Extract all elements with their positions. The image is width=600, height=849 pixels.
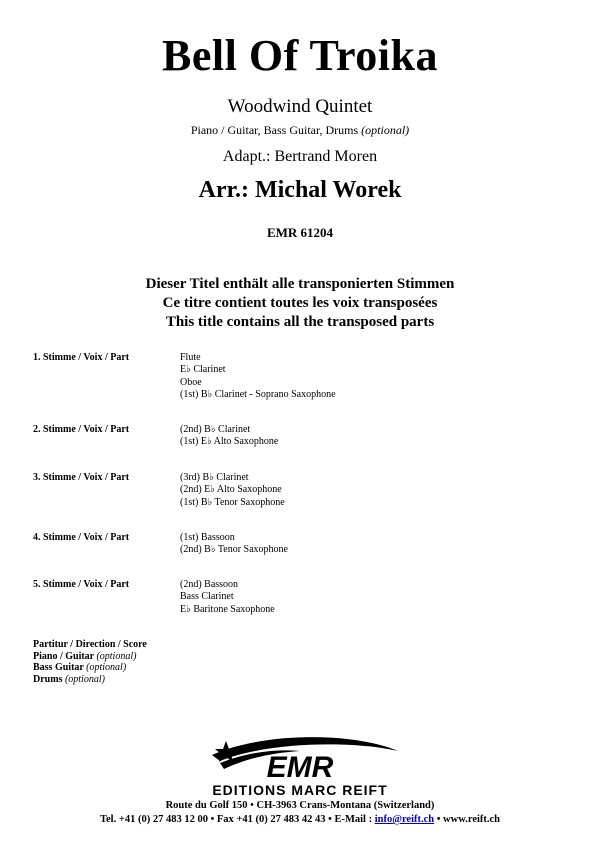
- instrument-item: Oboe: [180, 376, 202, 388]
- arranger-credit: Arr.: Michal Worek: [198, 177, 402, 203]
- logo-mark-text: EMR: [266, 751, 334, 784]
- note-english: This title contains all the transposed parts: [165, 314, 435, 330]
- publisher-contact: [0, 814, 600, 825]
- instrument-item: (1st) B♭ Tenor Saxophone: [180, 496, 285, 508]
- website-text: • www.reift.ch: [434, 814, 501, 825]
- note-german: Dieser Titel enthält alle transponierten Stimmen: [145, 276, 455, 292]
- contact-phone-fax: Tel. +41 (0) 27 483 12 00 • Fax +41 (0) 27 483 42 43 • E-Mail :: [99, 814, 375, 825]
- instrumentation-line: [0, 123, 600, 138]
- instrument-item: (2nd) E♭ Alto Saxophone: [180, 484, 282, 496]
- instrument-item: Flute: [180, 352, 201, 363]
- part-1-instruments: [180, 352, 336, 402]
- instrumentation-main: Piano / Guitar, Bass Guitar, Drums: [190, 123, 362, 137]
- extra-name: Drums: [33, 673, 65, 685]
- extra-item: [33, 651, 147, 663]
- instrument-item: E♭ Baritone Saxophone: [180, 603, 275, 615]
- instrument-item: (1st) E♭ Alto Saxophone: [180, 436, 279, 448]
- instrument-item: (1st) B♭ Clarinet - Soprano Saxophone: [180, 389, 336, 401]
- instrument-item: E♭ Clarinet: [180, 364, 226, 376]
- piece-title: Bell Of Troika: [162, 31, 438, 80]
- part-2-instruments: [180, 424, 278, 449]
- transposed-parts-note: [0, 275, 600, 332]
- instrument-item: Bass Clarinet: [180, 591, 234, 603]
- publisher-address: Route du Golf 150 • CH-3963 Crans-Montana (Switzerland): [165, 800, 435, 811]
- instrument-item: (2nd) Bassoon: [180, 579, 239, 590]
- part-4-instruments: [180, 532, 288, 557]
- score-and-optional-parts: [33, 639, 147, 685]
- extra-note: (optional): [64, 673, 105, 685]
- part-3-instruments: [180, 472, 285, 509]
- logo-publisher-name: EDITIONS MARC REIFT: [212, 782, 388, 798]
- extra-item: [33, 662, 147, 674]
- instrument-item: (2nd) B♭ Clarinet: [180, 424, 251, 435]
- extra-item: [33, 674, 147, 686]
- extra-name: Partitur / Direction / Score: [33, 639, 147, 650]
- instrument-item: (1st) Bassoon: [180, 532, 235, 543]
- instrumentation-optional: (optional): [361, 123, 410, 137]
- note-french: Ce titre contient toutes les voix transposées: [162, 295, 438, 311]
- part-2-label: 2. Stimme / Voix / Part: [33, 424, 130, 435]
- part-1-label: 1. Stimme / Voix / Part: [33, 352, 130, 363]
- publisher-logo: [190, 733, 410, 798]
- email-link[interactable]: info@reift.ch: [374, 814, 435, 825]
- part-5-label: 5. Stimme / Voix / Part: [33, 579, 130, 590]
- catalog-number: EMR 61204: [266, 225, 334, 240]
- part-3-label: 3. Stimme / Voix / Part: [33, 472, 130, 483]
- adapter-credit: Adapt.: Bertrand Moren: [222, 148, 378, 165]
- extra-name: Piano / Guitar: [33, 650, 97, 662]
- extra-note: (optional): [96, 650, 137, 662]
- instrument-item: (3rd) B♭ Clarinet: [180, 472, 249, 483]
- extra-item: [33, 639, 147, 651]
- part-4-label: 4. Stimme / Voix / Part: [33, 532, 130, 543]
- part-5-instruments: [180, 579, 275, 616]
- ensemble-subtitle: Woodwind Quintet: [227, 96, 373, 117]
- instrument-item: (2nd) B♭ Tenor Saxophone: [180, 544, 288, 556]
- extra-note: (optional): [86, 662, 127, 673]
- extra-name: Bass Guitar: [33, 662, 87, 673]
